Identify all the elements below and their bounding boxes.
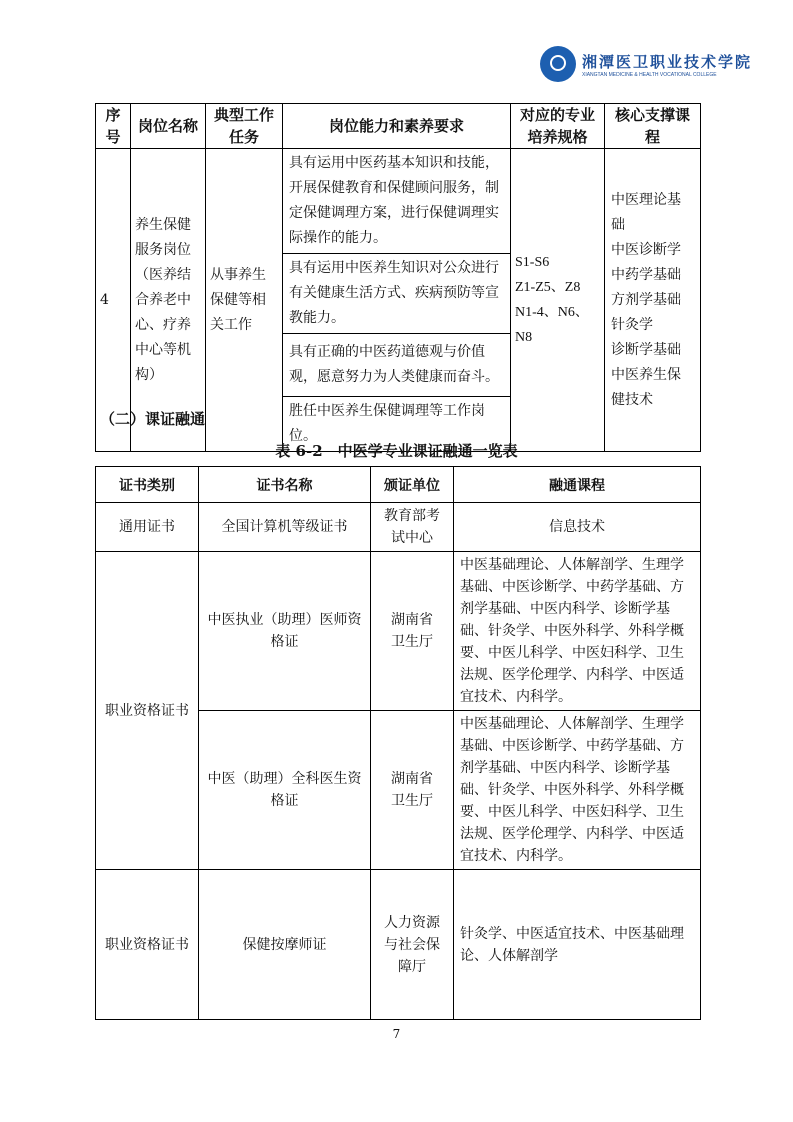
- requirement-3: 具有正确的中医药道德观与价值观，愿意努力为人类健康而奋斗。: [283, 334, 511, 397]
- cert-courses: 中医基础理论、人体解剖学、生理学基础、中医诊断学、中药学基础、方剂学基础、中医内科学、诊断学基础、针灸学、中医外科学、外科学概要、中医儿科学、中医妇科学、卫生法规、医学伦理学、内科学、中医适宜技术、内科学。: [454, 711, 701, 870]
- cert-category: 职业资格证书: [96, 552, 199, 870]
- cert-issuer: 湖南省卫生厅: [371, 711, 454, 870]
- row-task: 从事养生保健等相关工作: [206, 149, 283, 452]
- cert-name: 中医（助理）全科医生资格证: [199, 711, 371, 870]
- cert-name: 保健按摩师证: [199, 870, 371, 1020]
- table-row: [96, 870, 701, 1020]
- row-no: 4: [96, 149, 131, 452]
- course: 诊断学基础: [611, 341, 681, 358]
- requirement-2: 具有运用中医养生知识对公众进行有关健康生活方式、疾病预防等宣教能力。: [283, 254, 511, 334]
- header-no: 序号: [96, 104, 131, 149]
- header-category: 证书类别: [96, 467, 199, 503]
- cert-issuer: 教育部考试中心: [371, 503, 454, 552]
- cert-courses: 信息技术: [454, 503, 701, 552]
- header-specs: 对应的专业培养规格: [511, 104, 605, 149]
- spec-1: S1-S6: [515, 255, 550, 270]
- certificate-table: [95, 466, 701, 1020]
- requirement-4: 胜任中医养生保健调理等工作岗位。: [283, 397, 511, 452]
- row-courses: [605, 149, 701, 452]
- header-task: 典型工作任务: [206, 104, 283, 149]
- course: 中医诊断学: [611, 241, 681, 258]
- header-issuer: 颁证单位: [371, 467, 454, 503]
- header-post: 岗位名称: [131, 104, 206, 149]
- cert-courses: 针灸学、中医适宜技术、中医基础理论、人体解剖学: [454, 870, 701, 1020]
- cert-issuer: 人力资源与社会保障厅: [371, 870, 454, 1020]
- table-row: [96, 149, 701, 254]
- section-title: （二）课证融通: [100, 410, 206, 428]
- cert-name: 全国计算机等级证书: [199, 503, 371, 552]
- course: 方剂学基础: [611, 291, 681, 308]
- cert-name: 中医执业（助理）医师资格证: [199, 552, 371, 711]
- header-name: 证书名称: [199, 467, 371, 503]
- cert-courses: 中医基础理论、人体解剖学、生理学基础、中医诊断学、中药学基础、方剂学基础、中医内科学、诊断学基础、针灸学、中医外科学、外科学概要、中医儿科学、中医妇科学、卫生法规、医学伦理学、内科学、中医适宜技术、内科学。: [454, 552, 701, 711]
- table-header-row: [96, 467, 701, 503]
- cert-issuer: 湖南省卫生厅: [371, 552, 454, 711]
- row-specs: [511, 149, 605, 452]
- course: 中医养生保健技术: [611, 366, 681, 408]
- spec-2: Z1-Z5、Z8: [515, 280, 581, 295]
- header-courses: 融通课程: [454, 467, 701, 503]
- header-courses: 核心支撑课程: [605, 104, 701, 149]
- logo-name-en: XIANGTAN MEDICINE & HEALTH VOCATIONAL COLLEGE: [582, 71, 717, 78]
- course: 中医理论基础: [611, 191, 681, 233]
- requirement-1: 具有运用中医药基本知识和技能，开展保健教育和保健顾问服务，制定保健调理方案，进行保健调理实际操作的能力。: [283, 149, 511, 254]
- course: 针灸学: [611, 316, 653, 333]
- spec-3: N1-4、N6、N8: [515, 305, 589, 345]
- cert-category: 职业资格证书: [96, 870, 199, 1020]
- table-row: [96, 552, 701, 711]
- row-post: 养生保健服务岗位（医养结合养老中心、疗养中心等机构）: [131, 149, 206, 452]
- table-row: [96, 503, 701, 552]
- table-header-row: [96, 104, 701, 149]
- header-requirements: 岗位能力和素养要求: [283, 104, 511, 149]
- cert-category: 通用证书: [96, 503, 199, 552]
- college-logo: [540, 46, 752, 82]
- course: 中药学基础: [611, 266, 681, 283]
- table-caption: 表 6-2 中医学专业课证融通一览表: [275, 442, 518, 460]
- page-number: 7: [392, 1027, 401, 1041]
- college-seal-icon: [540, 46, 576, 82]
- post-ability-table: [95, 103, 701, 452]
- logo-name-cn: 湘潭医卫职业技术学院: [582, 52, 753, 71]
